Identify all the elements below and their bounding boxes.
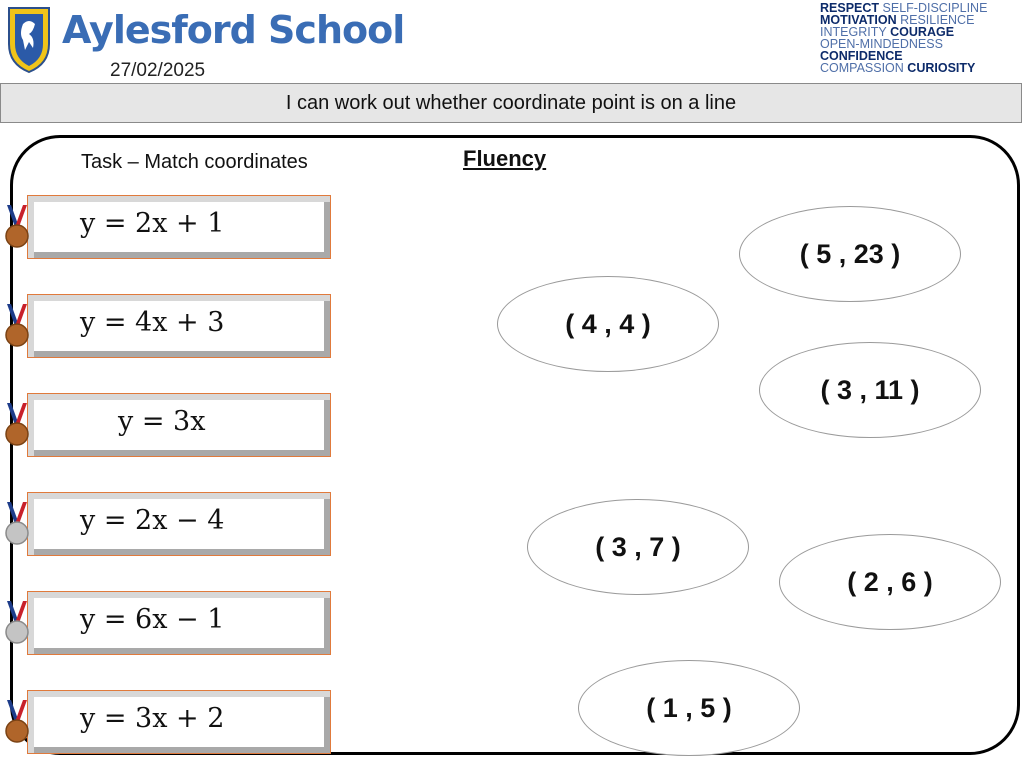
- equation-card-2[interactable]: [27, 294, 331, 358]
- lesson-date: 27/02/2025: [110, 60, 206, 81]
- equation-text: y = 3x + 2: [80, 703, 225, 734]
- equation-card-1[interactable]: [27, 195, 331, 259]
- school-values-line: [820, 62, 1024, 74]
- coordinate-option[interactable]: ( 4 , 4 ): [497, 276, 719, 372]
- equation-card-6[interactable]: [27, 690, 331, 754]
- equation-card-4[interactable]: [27, 492, 331, 556]
- equation-text: y = 2x − 4: [80, 505, 225, 536]
- coordinate-option[interactable]: ( 3 , 11 ): [759, 342, 981, 438]
- school-value-word: RESILIENCE: [896, 13, 975, 27]
- school-value-word: SELF-DISCIPLINE: [879, 1, 988, 15]
- school-value-word: MOTIVATION: [820, 13, 897, 27]
- coordinate-option[interactable]: ( 2 , 6 ): [779, 534, 1001, 630]
- task-label: Task – Match coordinates: [81, 151, 308, 173]
- fluency-heading: Fluency: [463, 146, 547, 171]
- silver-medal-icon: [3, 500, 31, 548]
- school-crest-logo: [6, 4, 52, 74]
- bronze-medal-icon: [3, 203, 31, 251]
- equation-text: y = 6x − 1: [80, 604, 225, 635]
- equation-text: y = 3x: [118, 406, 206, 437]
- equation-text: y = 4x + 3: [80, 307, 225, 338]
- silver-medal-icon: [3, 599, 31, 647]
- school-value-word: COMPASSION: [820, 61, 904, 75]
- bronze-medal-icon: [3, 698, 31, 746]
- school-value-word: COURAGE: [886, 25, 955, 39]
- bronze-medal-icon: [3, 302, 31, 350]
- school-name: Aylesford School: [62, 8, 405, 52]
- coordinate-option[interactable]: ( 1 , 5 ): [578, 660, 800, 756]
- bronze-medal-icon: [3, 401, 31, 449]
- coordinate-option[interactable]: ( 5 , 23 ): [739, 206, 961, 302]
- school-values: [820, 2, 1024, 74]
- coordinate-option[interactable]: ( 3 , 7 ): [527, 499, 749, 595]
- school-value-word: OPEN-MINDEDNESS: [820, 37, 943, 51]
- equation-text: y = 2x + 1: [80, 208, 225, 239]
- school-value-word: CONFIDENCE: [820, 49, 903, 63]
- learning-objective: I can work out whether coordinate point is on a line: [0, 83, 1022, 123]
- school-value-word: INTEGRITY: [820, 25, 887, 39]
- equation-card-5[interactable]: [27, 591, 331, 655]
- school-value-word: CURIOSITY: [903, 61, 976, 75]
- equation-card-3[interactable]: [27, 393, 331, 457]
- school-value-word: RESPECT: [820, 1, 880, 15]
